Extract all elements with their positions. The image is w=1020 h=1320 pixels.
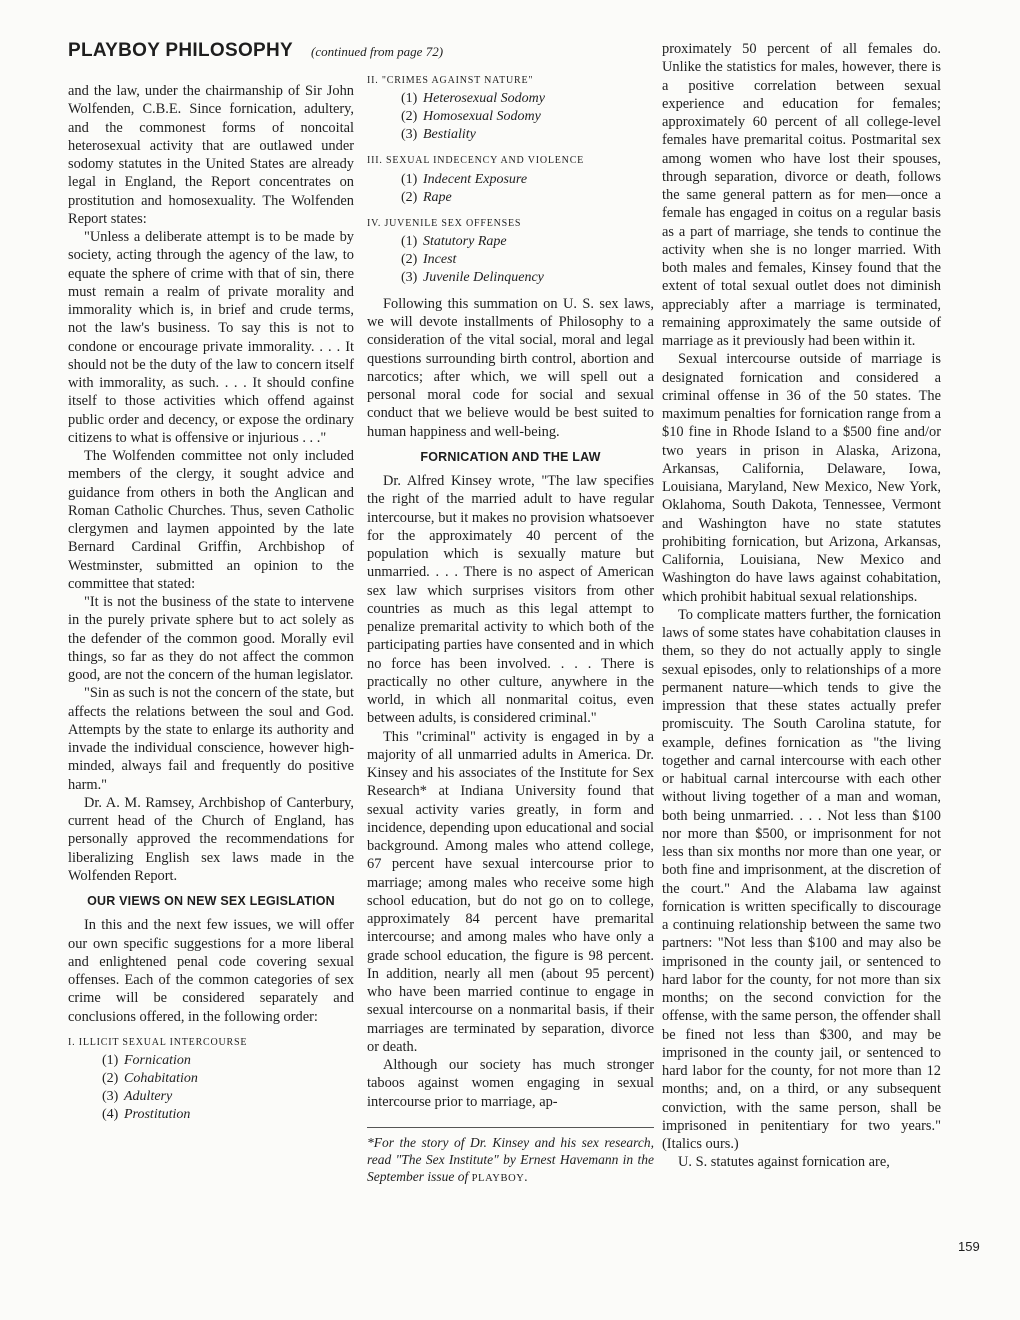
paragraph: To complicate matters further, the fornication laws of some states have cohabitation clauses in them, so they do not actually apply to single sexual episodes, only to relationships of a more permanent nature—which tends to give the impression that these states actually prefer promiscuity. The South Carolina statute, for example, defines fornication as "the living together and carnal intercourse with each other or habitual carnal intercourse with each other without living together of a man and woman, both being unmarried. . . . Not less than $100 nor more than $500, or imprisonment for not less than six months nor more than one year, or both fine and imprisonment, at the discretion of the court." And the Alabama law against fornication is written specifically to discourage a continuing relationship between the same two partners: "Not less than $100 and may also be imprisoned in the county jail, or sentenced to hard labor for the county, for not more than six months; on the second conviction for the offense, with the same person, the offender shall be fined not less than $300, and may be imprisoned in the county jail, or sentenced to hard labor for the county, for not more than 12 months; and, on a third, or any subsequent conviction, with the same person, shall be imprisoned in penitentiary for two years." (Italics ours.): [662, 606, 941, 1152]
paragraph: proximately 50 percent of all females do. Unlike the statistics for males, however, there is a positive correlation between sexual experience and education for females; approximately 60 percent of all college-level females have premarital coitus. Postmarital sex among women who have lost their spouses, through separation, divorce or death, follows the same general pattern as for men—once a female has engaged in coitus on a regular basis as a part of marriage, she tends to continue the activity when she is no longer married. With both males and females, Kinsey found that the extent of total sexual outlet does not diminish appreciably after a marriage is terminated, remaining approximately the same outside of marriage as it previously had been within it.: [662, 41, 941, 349]
list-item: (1) Fornication: [102, 1053, 191, 1068]
list-item: (2) Homosexual Sodomy: [401, 109, 541, 125]
list-item: (2) Rape: [401, 189, 452, 205]
list-item: (3) Adultery: [102, 1089, 173, 1104]
page-number: 159: [958, 1239, 980, 1254]
list-item: (3) Juvenile Delinquency: [401, 269, 544, 285]
list-item: (4) Prostitution: [102, 1107, 191, 1122]
paragraph: and the law, under the chairmanship of Sir John Wolfenden, C.B.E. Since fornication, adultery, and the commonest forms of noncoital heterosexual activity that are outlawed under sodomy statutes in the United States are already legal in England, the Report concentrates on prostitution and homosexuality. The Wolfenden Report states:: [68, 83, 354, 227]
paragraph: "Sin as such is not the concern of the state, but affects the relations between the soul and God. Attempts by the state to enlarge its authority and invade the individual conscience, however high-minded, always fail and frequently do positive harm.": [68, 685, 354, 793]
list-heading: III. SEXUAL INDECENCY AND VIOLENCE: [367, 155, 585, 167]
column-2: [367, 72, 654, 1187]
list-heading: II. "CRIMES AGAINST NATURE": [367, 75, 534, 86]
section-heading: FORNICATION AND THE LAW: [420, 449, 601, 464]
footnote: *For the story of Dr. Kinsey and his sex research, read "The Sex Institute" by Ernest Havemann in the September issue of PLAYBOY.: [367, 1127, 654, 1187]
paragraph: Following this summation on U. S. sex laws, we will devote installments of Philosophy to a consideration of the vital social, moral and legal questions surrounding birth control, abortion and narcotics; after which, we will spell out a personal moral code for social and sexual conduct that we believe would be best suited to human happiness and well-being.: [367, 295, 654, 440]
paragraph: Dr. Alfred Kinsey wrote, "The law specifies the right of the married adult to have regular intercourse, but it makes no provision whatsoever for the approximately 40 percent of the population which is sexually mature but unmarried. . . . There is no aspect of American sex law which surprises visitors from other countries as much as this legal attempt to penalize premarital activity to which both of the participating parties have consented and in which no force has been involved. . . . There is practically no other culture, anywhere in the world, in which all nonmarital coitus, even between adults, is considered criminal.": [367, 473, 654, 727]
offense-list: [367, 90, 654, 144]
paragraph: In this and the next few issues, we will offer our own specific suggestions for a more liberal and enlightened penal code covering sexual offenses. Each of the common categories of sex crime will be considered separately and conclusions offered, in the following order:: [68, 917, 354, 1025]
list-item: (1) Indecent Exposure: [401, 171, 528, 187]
paragraph: The Wolfenden committee not only included members of the clergy, it sought advice and guidance from others in both the Anglican and Roman Catholic Churches. Thus, seven Catholic clergymen and laymen appointed by the late Bernard Cardinal Griffin, Archbishop of Westminster, submitted an opinion to the committee that stated:: [68, 448, 354, 592]
paragraph: Sexual intercourse outside of marriage is designated fornication and considered a criminal offense in 36 of the 50 states. The maximum penalties for fornication range from a $10 fine in Rhode Island to a $500 fine and/or two years in prison in Alaska, Arizona, Arkansas, California, Delaware, Iowa, Louisiana, Maryland, New Mexico, New York, Oklahoma, South Dakota, Tennessee, Vermont and Washington have no state statutes prohibiting fornication, but Arizona, Arkansas, California, Louisiana, New Mexico and Washington do have laws against cohabitation, which prohibit habitual sexual relationships.: [662, 351, 941, 605]
offense-list: [367, 171, 654, 207]
magazine-name: PLAYBOY: [471, 1172, 525, 1184]
offense-list: [367, 233, 654, 287]
paragraph: "It is not the business of the state to intervene in the purely private sphere but to act solely as the defender of the common good. Morally evil things, so far as they do not affect the common good, are not the concern of the human legislator.: [68, 594, 354, 683]
column-3: [662, 40, 941, 1172]
column-title: PLAYBOY PHILOSOPHY: [68, 40, 294, 61]
list-item: (3) Bestiality: [401, 127, 476, 143]
list-item: (1) Heterosexual Sodomy: [401, 91, 545, 107]
list-item: (1) Statutory Rape: [401, 233, 507, 249]
list-item: (2) Incest: [401, 251, 457, 267]
column-1: [68, 82, 354, 1124]
list-heading: IV. JUVENILE SEX OFFENSES: [367, 217, 522, 229]
paragraph: U. S. statutes against fornication are,: [678, 1154, 890, 1171]
page-header: [68, 40, 443, 62]
paragraph: Although our society has much stronger taboos against women engaging in sexual intercourse prior to marriage, ap-: [367, 1057, 654, 1110]
offense-list: [68, 1052, 354, 1124]
paragraph: This "criminal" activity is engaged in by a majority of all unmarried adults in America. Dr. Kinsey and his associates of the Institute for Sex Research* at Indiana University found that sexual activity varies greatly, in form and incidence, depending upon educational and social background. Among males who attend college, 67 percent have sexual intercourse prior to marriage; among males who receive some high school education, but do not go on to college, approximately 84 percent have premarital intercourse; and among males who have only a grade school education, the figure is 98 percent. In addition, nearly all men (about 95 percent) who have been married continue to engage in sexual intercourse on a nonmarital basis, if their marriages are terminated by separation, divorce or death.: [367, 728, 654, 1055]
paragraph: "Unless a deliberate attempt is to be made by society, acting through the agency of the law, to equate the sphere of crime with that of sin, there must remain a realm of private morality and immorality which is, in brief and crude terms, not the law's business. To say this is not to condone or encourage private immorality. . . . It should not be the duty of the law to concern itself with immorality, as such. . . . It should confine itself to those activities which offend against public order and decency, or expose the ordinary citizens to what is offensive or injurious . . .": [68, 229, 354, 446]
continued-note: (continued from page 72): [311, 44, 444, 59]
section-heading: OUR VIEWS ON NEW SEX LEGISLATION: [87, 894, 335, 908]
list-heading: I. ILLICIT SEXUAL INTERCOURSE: [68, 1036, 248, 1048]
paragraph: Dr. A. M. Ramsey, Archbishop of Canterbury, current head of the Church of England, has personally approved the recommendations for liberalizing English sex laws made in the Wolfenden Report.: [68, 794, 354, 884]
list-item: (2) Cohabitation: [102, 1071, 198, 1086]
